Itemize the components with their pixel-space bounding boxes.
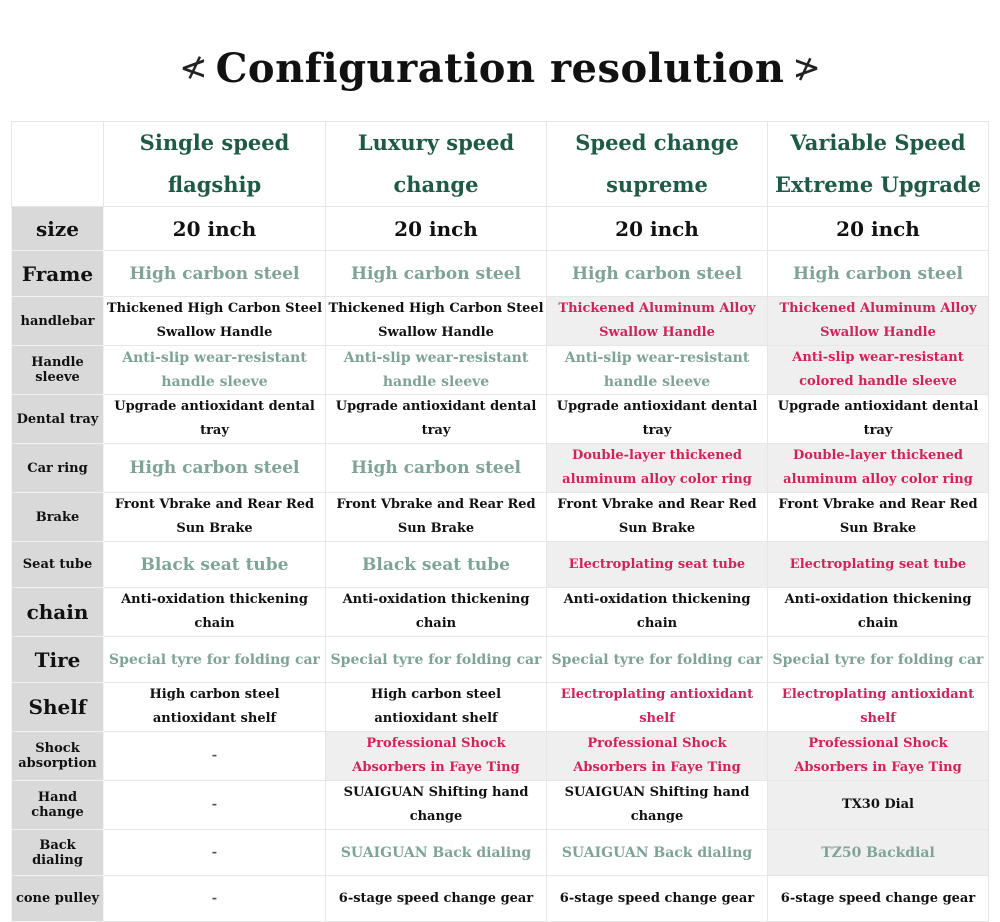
table-cell: Anti-oxidation thickening chain [326,588,547,637]
table-cell: Front Vbrake and Rear Red Sun Brake [326,493,547,542]
table-cell: Electroplating antioxidant shelf [547,683,768,732]
table-cell: High carbon steel [104,444,326,493]
table-cell: Thickened Aluminum Alloy Swallow Handle [547,297,768,346]
table-cell: Electroplating seat tube [547,542,768,588]
table-cell: Special tyre for folding car [326,637,547,683]
table-cell: - [104,830,326,876]
table-cell: SUAIGUAN Back dialing [547,830,768,876]
table-cell: TX30 Dial [768,781,989,830]
row-label-chain: chain [12,588,104,637]
table-row [12,781,989,830]
table-cell: Upgrade antioxidant dental tray [768,395,989,444]
table-cell: - [104,876,326,922]
row-label-hand-change: Hand change [12,781,104,830]
table-cell: Front Vbrake and Rear Red Sun Brake [768,493,989,542]
table-cell: Anti-slip wear-resistant handle sleeve [104,346,326,395]
table-row [12,493,989,542]
table-cell: Anti-slip wear-resistant colored handle sleeve [768,346,989,395]
table-cell: Anti-oxidation thickening chain [547,588,768,637]
table-row [12,732,989,781]
table-row [12,637,989,683]
table-cell: SUAIGUAN Shifting hand change [547,781,768,830]
row-label-car-ring: Car ring [12,444,104,493]
table-cell: 20 inch [768,207,989,251]
table-cell: High carbon steel [104,251,326,297]
table-cell: Electroplating antioxidant shelf [768,683,989,732]
table-cell: High carbon steel [547,251,768,297]
table-cell: Electroplating seat tube [768,542,989,588]
table-row [12,542,989,588]
table-cell: Thickened Aluminum Alloy Swallow Handle [768,297,989,346]
row-label-dental-tray: Dental tray [12,395,104,444]
table-cell: High carbon steel antioxidant shelf [326,683,547,732]
table-cell: Professional Shock Absorbers in Faye Ting [326,732,547,781]
table-cell: Special tyre for folding car [768,637,989,683]
table-cell: 6-stage speed change gear [547,876,768,922]
table-row [12,588,989,637]
table-cell: Special tyre for folding car [547,637,768,683]
table-row [12,346,989,395]
table-row [12,297,989,346]
table-cell: Special tyre for folding car [104,637,326,683]
table-cell: Anti-oxidation thickening chain [768,588,989,637]
title-bar [0,28,1000,108]
table-cell: Black seat tube [104,542,326,588]
row-label-shelf: Shelf [12,683,104,732]
table-cell: 20 inch [104,207,326,251]
table-cell: Upgrade antioxidant dental tray [104,395,326,444]
row-label-handlebar: handlebar [12,297,104,346]
table-cell: Double-layer thickened aluminum alloy color ring [547,444,768,493]
row-label-handle-sleeve: Handle sleeve [12,346,104,395]
table-row [12,251,989,297]
table-cell: Professional Shock Absorbers in Faye Ting [768,732,989,781]
table-cell: Upgrade antioxidant dental tray [326,395,547,444]
table-cell: - [104,781,326,830]
table-cell: High carbon steel [768,251,989,297]
right-bracket-decoration: ≯ [792,48,821,88]
column-header-variable-speed-extreme-upgrade: Variable Speed Extreme Upgrade [768,122,989,207]
left-bracket-decoration: ≮ [179,48,208,88]
table-cell: Upgrade antioxidant dental tray [547,395,768,444]
table-cell: SUAIGUAN Back dialing [326,830,547,876]
table-cell: Front Vbrake and Rear Red Sun Brake [104,493,326,542]
row-label-shock-absorption: Shock absorption [12,732,104,781]
table-cell: - [104,732,326,781]
table-cell: High carbon steel [326,251,547,297]
table-cell: Anti-slip wear-resistant handle sleeve [547,346,768,395]
row-label-size: size [12,207,104,251]
table-cell: Black seat tube [326,542,547,588]
table-header-row [12,122,989,207]
row-label-tire: Tire [12,637,104,683]
table-row [12,876,989,922]
header-corner-cell [12,122,104,207]
table-cell: Professional Shock Absorbers in Faye Ting [547,732,768,781]
table-cell: Anti-slip wear-resistant handle sleeve [326,346,547,395]
table-cell: 20 inch [326,207,547,251]
table-cell: Thickened High Carbon Steel Swallow Handle [326,297,547,346]
table-cell: Thickened High Carbon Steel Swallow Handle [104,297,326,346]
column-header-single-speed-flagship: Single speed flagship [104,122,326,207]
table-row [12,444,989,493]
table-cell: TZ50 Backdial [768,830,989,876]
column-header-speed-change-supreme: Speed change supreme [547,122,768,207]
column-header-luxury-speed-change: Luxury speed change [326,122,547,207]
row-label-cone-pulley: cone pulley [12,876,104,922]
table-row [12,395,989,444]
row-label-back-dialing: Back dialing [12,830,104,876]
table-row [12,683,989,732]
row-label-frame: Frame [12,251,104,297]
page-title: Configuration resolution [215,44,785,92]
table-cell: 20 inch [547,207,768,251]
configuration-table [11,121,989,922]
table-cell: SUAIGUAN Shifting hand change [326,781,547,830]
table-cell: Double-layer thickened aluminum alloy color ring [768,444,989,493]
table-cell: 6-stage speed change gear [768,876,989,922]
table-cell: 6-stage speed change gear [326,876,547,922]
table-cell: Front Vbrake and Rear Red Sun Brake [547,493,768,542]
table-cell: High carbon steel antioxidant shelf [104,683,326,732]
row-label-seat-tube: Seat tube [12,542,104,588]
table-row [12,207,989,251]
table-cell: High carbon steel [326,444,547,493]
table-cell: Anti-oxidation thickening chain [104,588,326,637]
row-label-brake: Brake [12,493,104,542]
table-row [12,830,989,876]
